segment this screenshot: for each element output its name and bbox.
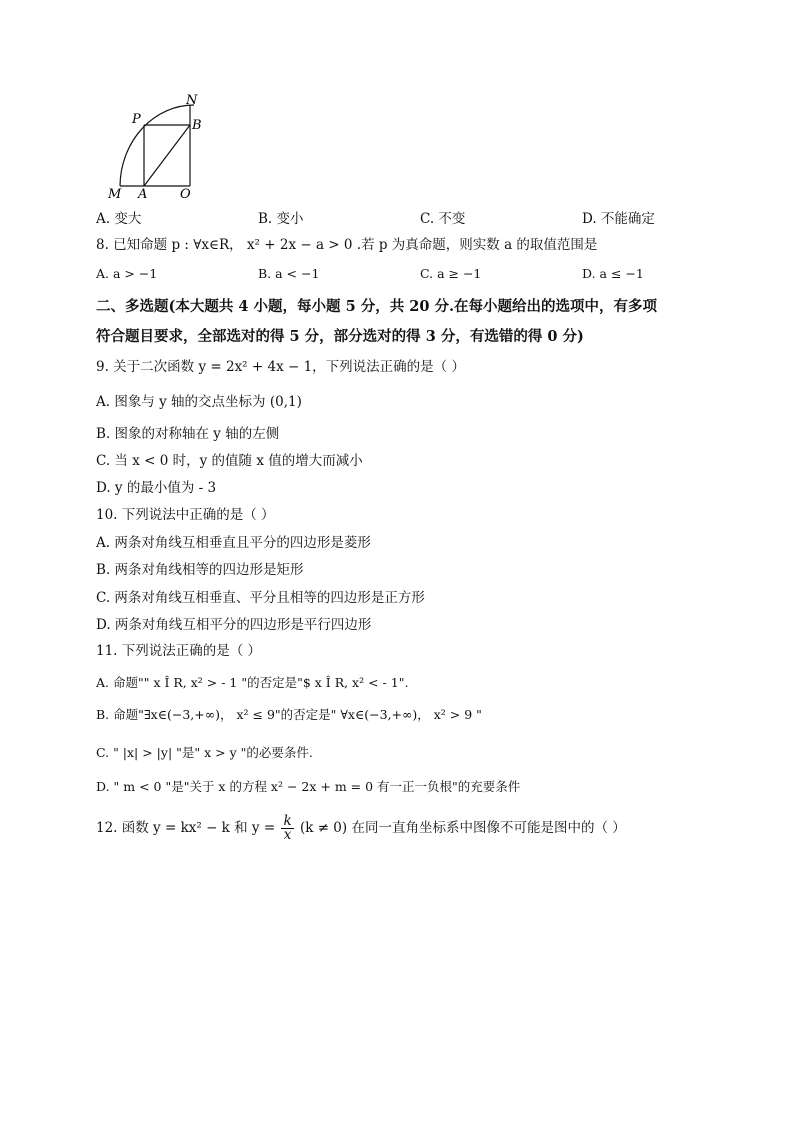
q11-option-d: D. " m < 0 "是"关于 x 的方程 x² − 2x + m = 0 有一正一负根"的充要条件 — [96, 779, 521, 794]
section-heading-line1: 二、多选题(本大题共 4 小题，每小题 5 分，共 20 分.在每小题给出的选项中，有多项 — [96, 298, 658, 315]
q10-option-c: C. 两条对角线互相垂直、平分且相等的四边形是正方形 — [96, 590, 425, 606]
q8-stem: 8. 已知命题 p : ∀x∈R， x² + 2x − a > 0 .若 p 为真命题，则实数 a 的取值范围是 — [96, 237, 598, 253]
label-B: B — [192, 118, 202, 133]
q9-option-b: B. 图象的对称轴在 y 轴的左侧 — [96, 426, 280, 442]
q10-option-b: B. 两条对角线相等的四边形是矩形 — [96, 562, 304, 578]
q9-option-d: D. y 的最小值为 - 3 — [96, 480, 217, 496]
q10-option-d: D. 两条对角线互相平分的四边形是平行四边形 — [96, 617, 372, 633]
q8-option-a: A. a > −1 — [96, 266, 158, 281]
section-heading-line2: 符合题目要求，全部选对的得 5 分，部分选对的得 3 分，有选错的得 0 分) — [96, 328, 584, 345]
q12-fraction-numerator: k — [283, 813, 292, 829]
q10-option-a: A. 两条对角线互相垂直且平分的四边形是菱形 — [96, 535, 371, 551]
q11-stem: 11. 下列说法正确的是（ ） — [96, 643, 262, 659]
q11-option-a: A. 命题"" x Î R, x² > - 1 "的否定是"$ x Î R, x² < - 1". — [96, 675, 409, 690]
q8-option-c: C. a ≥ −1 — [420, 266, 482, 281]
label-M: M — [108, 187, 122, 202]
line-AB — [144, 125, 190, 186]
q7-option-c: C. 不变 — [420, 211, 466, 227]
q11-option-c: C. " |x| > |y| "是" x > y "的必要条件. — [96, 745, 313, 760]
q11-option-b: B. 命题"∃x∈(−3,+∞)， x² ≤ 9"的否定是" ∀x∈(−3,+∞)， x² > 9 " — [96, 707, 482, 722]
q8-option-b: B. a < −1 — [258, 266, 320, 281]
q9-stem: 9. 关于二次函数 y = 2x² + 4x − 1，下列说法正确的是（ ） — [96, 359, 465, 375]
q12-fraction-denominator: x — [283, 827, 292, 843]
label-O: O — [180, 187, 191, 202]
q7-option-b: B. 变小 — [258, 211, 304, 227]
q8-option-d: D. a ≤ −1 — [582, 266, 644, 281]
label-A: A — [138, 187, 148, 202]
q12-stem-suffix: (k ≠ 0) 在同一直角坐标系中图像不可能是图中的（ ） — [299, 820, 626, 836]
q12-stem-prefix: 12. 函数 y = kx² − k 和 y = — [96, 820, 276, 836]
label-N: N — [186, 93, 198, 108]
q7-option-d: D. 不能确定 — [582, 211, 655, 227]
geometry-figure — [100, 92, 220, 202]
q12-fraction — [281, 815, 293, 842]
q12-stem — [96, 815, 626, 842]
label-P: P — [132, 112, 141, 127]
q9-option-c: C. 当 x < 0 时，y 的值随 x 值的增大而减小 — [96, 453, 363, 469]
q7-option-a: A. 变大 — [96, 211, 142, 227]
q10-stem: 10. 下列说法中正确的是（ ） — [96, 507, 275, 523]
q9-option-a: A. 图象与 y 轴的交点坐标为 (0,1) — [96, 394, 302, 410]
